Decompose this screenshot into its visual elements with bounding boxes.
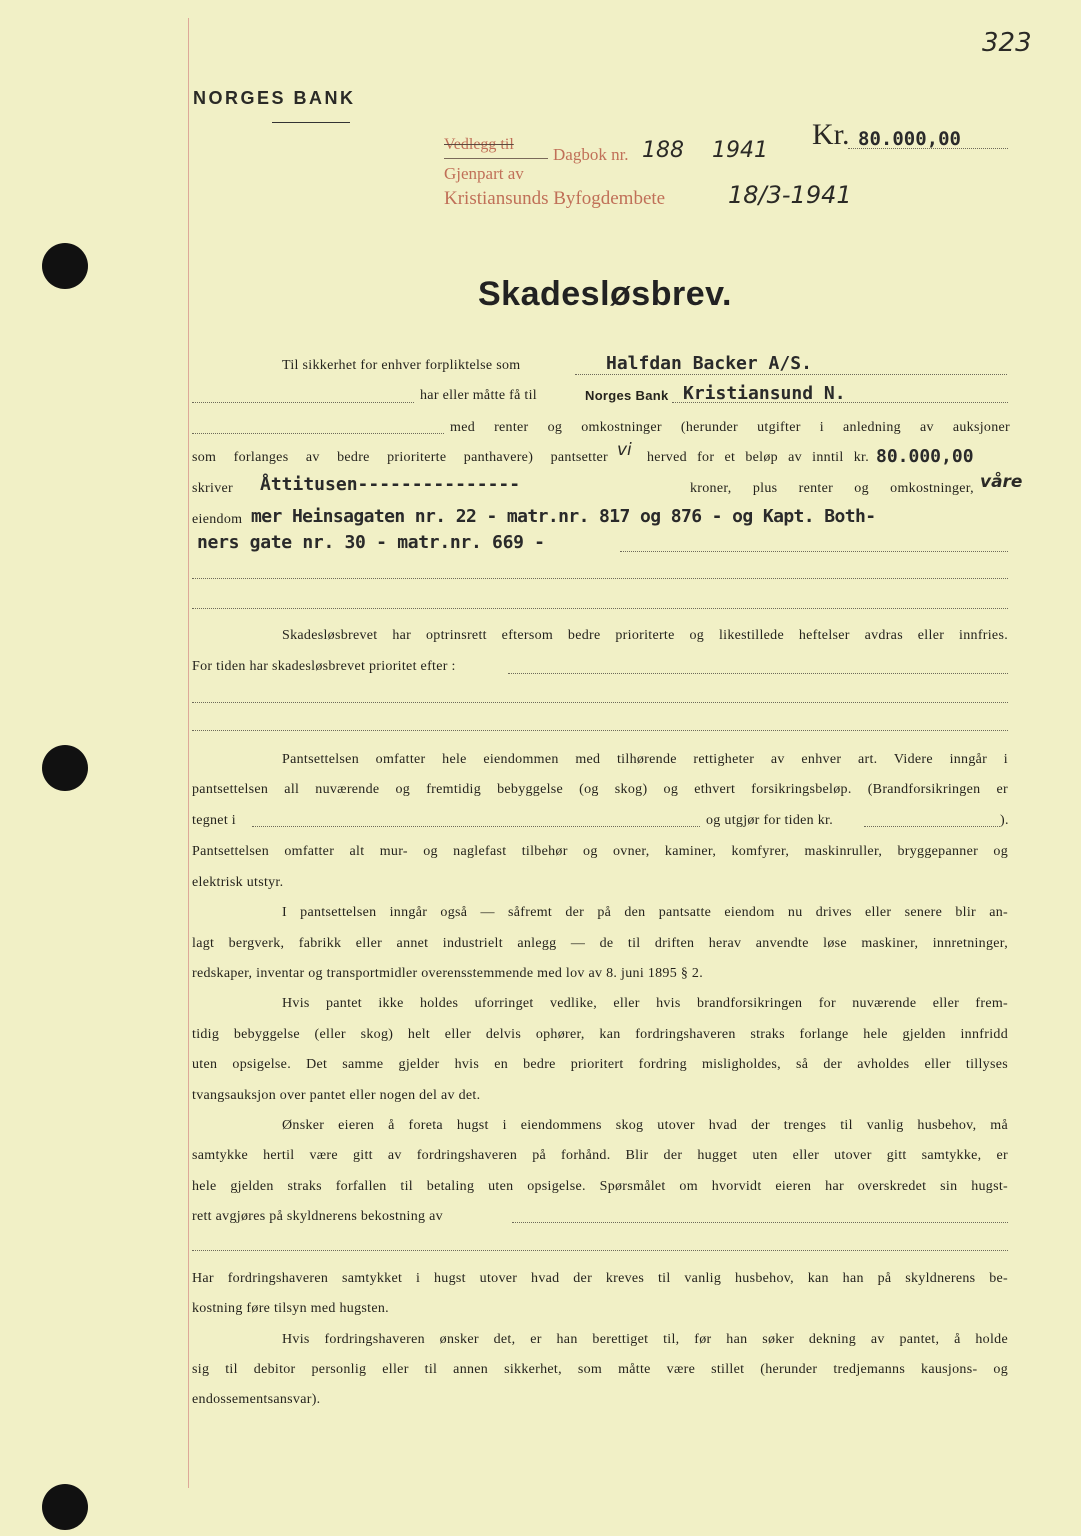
gjenpart-label: Gjenpart av — [444, 164, 524, 183]
p2-line-4: Pantsettelsen omfatter alt mur- og naglefast tilbehør og ovner, kaminer, komfyrer, maskinruller, bryggepanner og — [192, 844, 1008, 859]
form-l4-amount: 80.000,00 — [876, 446, 974, 467]
blank-line-4 — [192, 730, 1008, 731]
document-title: Skadesløsbrev. — [478, 275, 732, 313]
p2-line-1: Pantsettelsen omfatter hele eiendommen med tilhørende rettigheter av enhver art. Videre inngår i — [282, 752, 1008, 767]
margin-rule — [188, 18, 189, 1488]
dagbok-label: Dagbok nr. — [553, 145, 629, 164]
p7-line-3: endossementsansvar). — [192, 1392, 321, 1407]
p5-line-1: Ønsker eieren å foreta hugst i eiendommens skog utover hvad der trenges til vanlig husbehov, må — [282, 1118, 1008, 1133]
p1-line-1: Skadesløsbrevet har optrinsrett eftersom bedre prioriterte og likestillede heftelser avdras eller innfries. — [282, 628, 1008, 643]
form-l2-lead: har eller måtte få til — [420, 388, 537, 403]
p1-rule — [508, 673, 1008, 674]
form-l5-fill2: våre — [980, 472, 1023, 492]
p2-line-3a: tegnet i — [192, 813, 236, 828]
form-l7-fill: ners gate nr. 30 - matr.nr. 669 - — [197, 532, 545, 553]
form-l5-a: skriver — [192, 481, 233, 496]
form-l5-b: kroner, plus renter og omkostninger, — [690, 481, 974, 496]
page-number: 323 — [982, 28, 1032, 58]
p4-line-1: Hvis pantet ikke holdes uforringet vedlike, eller hvis brandforsikringen for nuværende eller frem- — [282, 996, 1008, 1011]
punch-hole-bottom — [42, 1484, 88, 1530]
bank-underline — [272, 122, 350, 123]
form-l4-fill: vi — [617, 440, 632, 460]
p5-rule — [512, 1222, 1008, 1223]
p2-line-2: pantsettelsen all nuværende og fremtidig bebyggelse (og skog) og ethvert forsikringsbeløp. (Brandforsikringen er — [192, 782, 1008, 797]
amount-rule — [848, 148, 1008, 149]
form-l6-a: eiendom — [192, 512, 243, 527]
amount-value: 80.000,00 — [858, 128, 961, 150]
p2-line-3c: ). — [1000, 813, 1009, 828]
bank-name: NORGES BANK — [193, 88, 356, 108]
vedlegg-rule — [444, 158, 548, 159]
dagbok-number: 188 — [642, 138, 684, 163]
punch-hole-top — [42, 243, 88, 289]
blank-line-5 — [192, 1250, 1008, 1251]
form-l2-lead-rule — [192, 402, 414, 403]
form-l1-lead: Til sikkerhet for enhver forpliktelse som — [282, 358, 521, 373]
p4-line-3: uten opsigelse. Det samme gjelder hvis en bedre prioritert fordring misligholdes, så der avholdes eller tillyses — [192, 1057, 1008, 1072]
p4-line-4: tvangsauksjon over pantet eller nogen del av det. — [192, 1088, 481, 1103]
form-l6-fill: mer Heinsagaten nr. 22 - matr.nr. 817 og 876 - og Kapt. Both- — [251, 506, 876, 527]
form-l7-rule — [620, 551, 1008, 552]
dagbok-year: 1941 — [712, 138, 768, 163]
blank-line-1 — [192, 578, 1008, 579]
p7-line-2: sig til debitor personlig eller til annen sikkerhet, som måtte være stillet (herunder tredjemanns kausjons- og — [192, 1362, 1008, 1377]
form-l4-a: som forlanges av bedre prioriterte panthavere) pantsetter — [192, 450, 608, 465]
p6-line-1: Har fordringshaveren samtykket i hugst utover hvad der kreves til vanlig husbehov, kan han på skyldnerens be- — [192, 1271, 1008, 1286]
p3-line-2: lagt bergverk, fabrikk eller annet industrielt anlegg — de til driften herav anvendte løse maskiner, innretninger, — [192, 936, 1008, 951]
p2-line-5: elektrisk utstyr. — [192, 875, 284, 890]
p2-rule-a — [252, 826, 700, 827]
p5-line-4: rett avgjøres på skyldnerens bekostning av — [192, 1209, 443, 1224]
p5-line-2: samtykke hertil være gitt av fordringshaveren på forhånd. Blir der hugget uten eller utover gitt samtykke, er — [192, 1148, 1008, 1163]
blank-line-3 — [192, 702, 1008, 703]
p6-line-2: kostning føre tilsyn med hugsten. — [192, 1301, 389, 1316]
office-label: Kristiansunds Byfogdembete — [444, 188, 666, 209]
p2-rule-b — [864, 826, 1000, 827]
p3-line-3: redskaper, inventar og transportmidler overensstemmende med lov av 8. juni 1895 § 2. — [192, 966, 704, 981]
form-l2-bank: Norges Bank — [585, 388, 669, 403]
punch-hole-middle — [42, 745, 88, 791]
kr-label: Kr. — [812, 118, 850, 151]
p5-line-3: hele gjelden straks forfallen til betaling uten opsigelse. Spørsmålet om hvorvidt eieren har overskredet sin hugst- — [192, 1179, 1008, 1194]
office-date: 18/3-1941 — [728, 181, 852, 209]
p4-line-2: tidig bebyggelse (eller skog) helt eller delvis ophører, kan fordringshaveren straks forlange hele gjelden innfridd — [192, 1027, 1008, 1042]
form-l1-fill: Halfdan Backer A/S. — [606, 353, 812, 374]
form-l2-fill: Kristiansund N. — [683, 383, 846, 404]
p3-line-1: I pantsettelsen inngår også — såfremt der på den pantsatte eiendom nu drives eller senere blir an- — [282, 905, 1008, 920]
p1-line-2: For tiden har skadesløsbrevet prioritet efter : — [192, 659, 456, 674]
p7-line-1: Hvis fordringshaveren ønsker det, er han berettiget til, før han søker dekning av pantet, å holde — [282, 1332, 1008, 1347]
p2-line-3b: og utgjør for tiden kr. — [706, 813, 834, 828]
form-l3: med renter og omkostninger (herunder utgifter i anledning av auksjoner — [450, 420, 1010, 435]
form-l4-b: herved for et beløp av inntil kr. — [647, 450, 869, 465]
vedlegg-label: Vedlegg til — [444, 136, 514, 153]
blank-line-2 — [192, 608, 1008, 609]
form-l5-fill: Åttitusen--------------- — [260, 474, 521, 495]
form-l3-lead-rule — [192, 433, 444, 434]
form-l1-rule — [575, 374, 1007, 375]
